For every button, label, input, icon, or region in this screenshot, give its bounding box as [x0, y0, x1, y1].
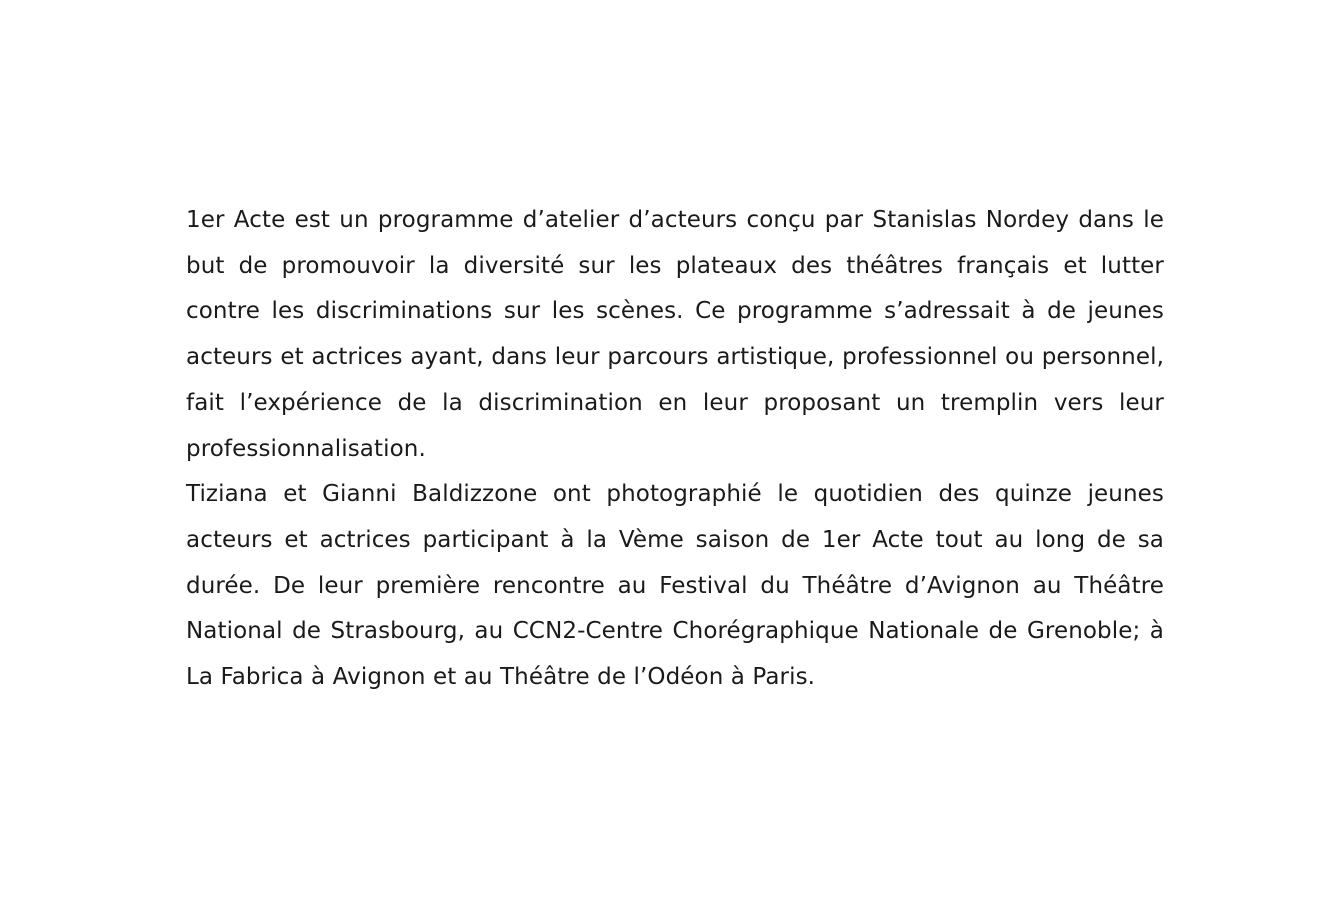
- paragraph-photographers: Tiziana et Gianni Baldizzone ont photographié le quotidien des quinze jeunes acteurs et actrices participant à la Vème saison de 1er Acte tout au long de sa durée. De leur première rencontre au Festival du Théâtre d’Avignon au Théâtre National de Strasbourg, au CCN2-Centre Chorégraphique Nationale de Grenoble; à La Fabrica à Avignon et au Théâtre de l’Odéon à Paris.: [186, 481, 1164, 691]
- paragraph-program-description: 1er Acte est un programme d’atelier d’acteurs conçu par Stanislas Nordey dans le but de promouvoir la diversité sur les plateaux des théâtres français et lutter contre les discriminations sur les scènes. Ce programme s’adressait à de jeunes acteurs et actrices ayant, dans leur parcours artistique, professionnel ou personnel, fait l’expérience de la discrimination en leur proposant un tremplin vers leur professionnalisation.: [186, 207, 1164, 462]
- body-text: [186, 198, 1164, 701]
